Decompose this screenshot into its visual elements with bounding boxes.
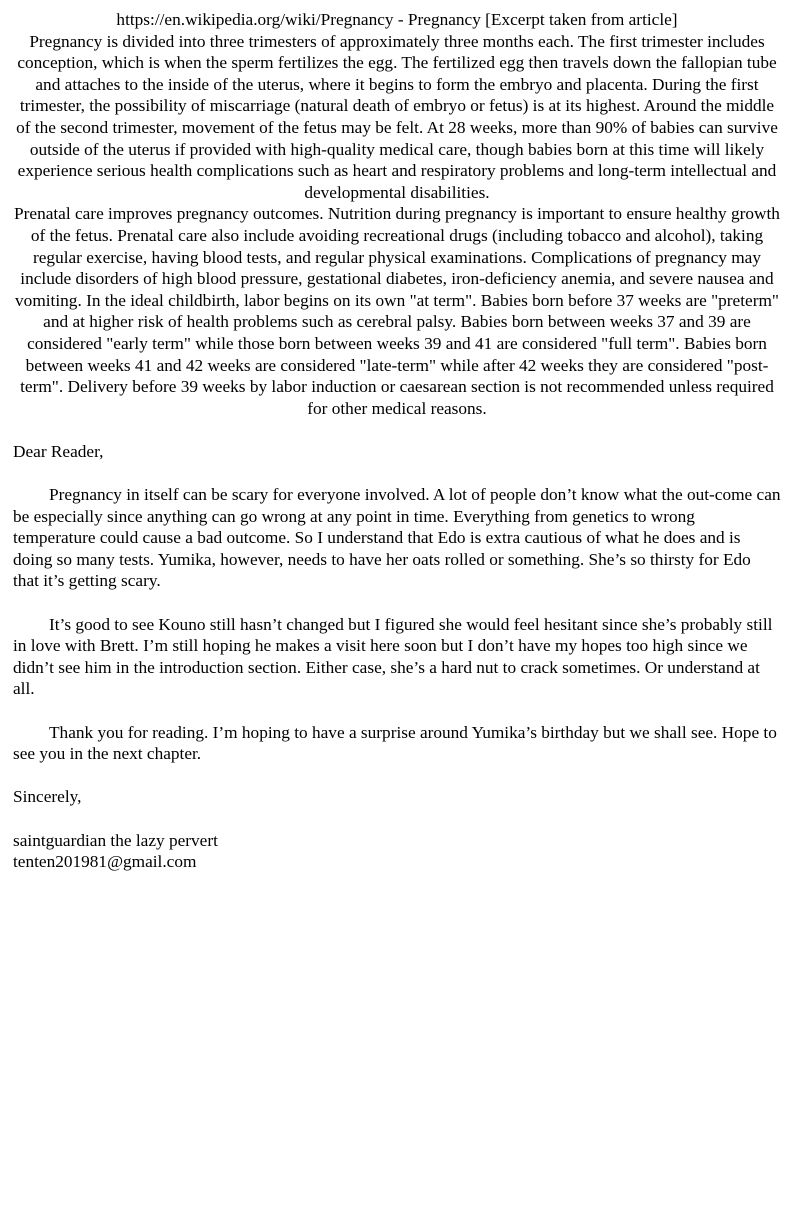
document-page <box>13 9 781 873</box>
letter-paragraph: It’s good to see Kouno still hasn’t changed but I figured she would feel hesitant since she’s probably still in love with Brett. I’m still hoping he makes a visit here soon but I don’t have my hopes too high since we didn’t see him in the introduction section. Either case, she’s a hard nut to crack sometimes. Or understand at all. <box>13 614 773 699</box>
letter-paragraph: Pregnancy in itself can be scary for everyone involved. A lot of people don’t know what the out-come can be especially since anything can go wrong at any point in time. Everything from genetics to wrong temperature could cause a bad outcome. So I understand that Edo is extra cautious of what he does and is doing so many tests. Yumika, however, needs to have her oats rolled or something. She’s so thirsty for Edo that it’s getting scary. <box>13 485 781 591</box>
wikipedia-excerpt <box>13 9 781 419</box>
letter-paragraph: Thank you for reading. I’m hoping to have a surprise around Yumika’s birthday but we shall see. Hope to see you in the next chapter. <box>13 722 777 764</box>
signature-name: saintguardian the lazy pervert <box>13 830 218 850</box>
letter-closing: Sincerely, <box>13 787 82 807</box>
letter-greeting: Dear Reader, <box>13 441 104 461</box>
excerpt-source-line: https://en.wikipedia.org/wiki/Pregnancy - Pregnancy [Excerpt taken from article] <box>116 10 678 29</box>
excerpt-paragraph: Prenatal care improves pregnancy outcomes. Nutrition during pregnancy is important to ensure healthy growth of the fetus. Prenatal care also include avoiding recreational drugs (including tobacco and alcohol), taking regular exercise, having blood tests, and regular physical examinations. Complications of pregnancy may include disorders of high blood pressure, gestational diabetes, iron-deficiency anemia, and severe nausea and vomiting. In the ideal childbirth, labor begins on its own "at term". Babies born before 37 weeks are "preterm" and at higher risk of health problems such as cerebral palsy. Babies born between weeks 37 and 39 are considered "early term" while those born between weeks 39 and 41 are considered "full term". Babies born between weeks 41 and 42 weeks are considered "late-term" while after 42 weeks they are considered "post-term". Delivery before 39 weeks by labor induction or caesarean section is not recommended unless required for other medical reasons. <box>14 204 780 418</box>
excerpt-paragraph: Pregnancy is divided into three trimesters of approximately three months each. The first trimester includes conception, which is when the sperm fertilizes the egg. The fertilized egg then travels down the fallopian tube and attaches to the inside of the uterus, where it begins to form the embryo and placenta. During the first trimester, the possibility of miscarriage (natural death of embryo or fetus) is at its highest. Around the middle of the second trimester, movement of the fetus may be felt. At 28 weeks, more than 90% of babies can survive outside of the uterus if provided with high-quality medical care, though babies born at this time will likely experience serious health complications such as heart and respiratory problems and long-term intellectual and developmental disabilities. <box>16 31 778 202</box>
signature-email: tenten201981@gmail.com <box>13 852 197 872</box>
authors-note <box>13 441 781 873</box>
